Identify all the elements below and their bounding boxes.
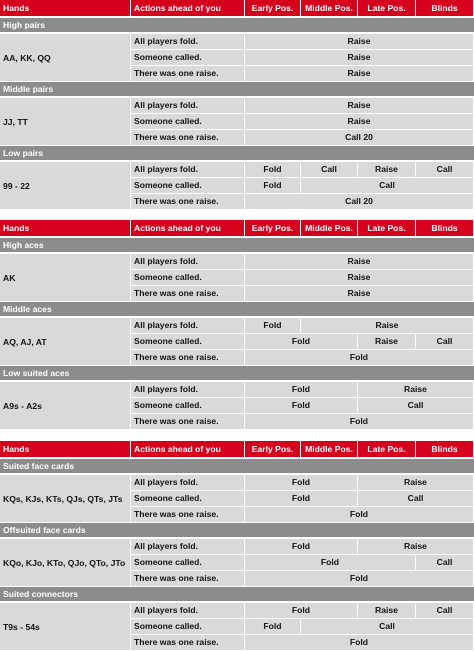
decision-cell: Fold xyxy=(245,491,357,506)
action-cell: All players fold. xyxy=(131,318,244,333)
table-row xyxy=(0,475,474,491)
action-cell: There was one raise. xyxy=(131,286,244,301)
decision-cell: Fold xyxy=(245,334,357,349)
decision-cell: Call xyxy=(358,398,473,413)
decision-cell: Call xyxy=(358,491,473,506)
decision-cell: Call xyxy=(301,162,357,177)
section-title: Offsuited face cards xyxy=(0,523,474,537)
action-cell: Someone called. xyxy=(131,334,244,349)
table-header xyxy=(0,220,474,236)
section-title: High pairs xyxy=(0,18,474,32)
action-cell: Someone called. xyxy=(131,114,244,129)
table-row xyxy=(0,398,474,414)
section-title: Low pairs xyxy=(0,146,474,160)
decision-cell: Fold xyxy=(245,539,357,554)
table-row xyxy=(0,571,474,587)
action-cell: There was one raise. xyxy=(131,130,244,145)
table-row xyxy=(0,50,474,66)
decision-cell: Call 20 xyxy=(245,194,473,209)
table-row xyxy=(0,603,474,619)
action-cell: All players fold. xyxy=(131,98,244,113)
table-row xyxy=(0,286,474,302)
action-cell: Someone called. xyxy=(131,50,244,65)
decision-cell: Fold xyxy=(245,382,357,397)
hand-text: 99 - 22 xyxy=(3,180,30,191)
hand-text: AA, KK, QQ xyxy=(3,52,51,63)
section-title: Middle aces xyxy=(0,302,474,316)
table-header xyxy=(0,441,474,457)
header-cell: Hands xyxy=(0,441,131,457)
section-title: Middle pairs xyxy=(0,82,474,96)
section-title: Suited face cards xyxy=(0,459,474,473)
action-cell: Someone called. xyxy=(131,178,244,193)
table-row xyxy=(0,254,474,270)
header-cell: Early Pos. xyxy=(245,220,301,236)
decision-cell: Raise xyxy=(358,162,415,177)
table-row xyxy=(0,635,474,651)
table-row xyxy=(0,414,474,430)
decision-cell: Fold xyxy=(245,571,473,586)
table-row xyxy=(0,270,474,286)
action-cell: All players fold. xyxy=(131,254,244,269)
header-cell: Late Pos. xyxy=(358,0,416,16)
header-cell: Late Pos. xyxy=(358,441,416,457)
section-title: Suited connectors xyxy=(0,587,474,601)
action-cell: There was one raise. xyxy=(131,571,244,586)
decision-cell: Fold xyxy=(245,507,473,522)
decision-cell: Fold xyxy=(245,603,357,618)
table-row xyxy=(0,66,474,82)
header-cell: Late Pos. xyxy=(358,220,416,236)
table-header xyxy=(0,0,474,16)
action-cell: There was one raise. xyxy=(131,350,244,365)
decision-cell: Call xyxy=(301,178,473,193)
header-cell: Early Pos. xyxy=(245,0,301,16)
section-title: Low suited aces xyxy=(0,366,474,380)
header-cell: Actions ahead of you xyxy=(131,0,245,16)
action-cell: All players fold. xyxy=(131,382,244,397)
decision-cell: Call xyxy=(416,555,473,570)
action-cell: All players fold. xyxy=(131,539,244,554)
action-cell: All players fold. xyxy=(131,475,244,490)
decision-cell: Fold xyxy=(245,414,473,429)
table-row xyxy=(0,114,474,130)
table-row xyxy=(0,382,474,398)
decision-cell: Raise xyxy=(301,318,473,333)
table-row xyxy=(0,334,474,350)
header-cell: Middle Pos. xyxy=(301,441,358,457)
table-row xyxy=(0,491,474,507)
table-row xyxy=(0,350,474,366)
action-cell: All players fold. xyxy=(131,34,244,49)
action-cell: All players fold. xyxy=(131,603,244,618)
decision-cell: Raise xyxy=(245,270,473,285)
decision-cell: Call xyxy=(416,162,473,177)
action-cell: There was one raise. xyxy=(131,66,244,81)
table-row xyxy=(0,507,474,523)
header-cell: Blinds xyxy=(416,220,474,236)
action-cell: There was one raise. xyxy=(131,635,244,650)
table-row xyxy=(0,555,474,571)
hand-text: KQs, KJs, KTs, QJs, QTs, JTs xyxy=(3,493,123,504)
decision-cell: Raise xyxy=(358,334,415,349)
decision-cell: Fold xyxy=(245,318,300,333)
decision-cell: Fold xyxy=(245,162,300,177)
hand-text: KQo, KJo, KTo, QJo, QTo, JTo xyxy=(3,557,126,568)
action-cell: Someone called. xyxy=(131,398,244,413)
decision-cell: Fold xyxy=(245,350,473,365)
header-cell: Actions ahead of you xyxy=(131,441,245,457)
hand-text: JJ, TT xyxy=(3,116,28,127)
action-cell: Someone called. xyxy=(131,619,244,634)
decision-cell: Call xyxy=(301,619,473,634)
decision-cell: Fold xyxy=(245,555,415,570)
decision-cell: Call 20 xyxy=(245,130,473,145)
header-cell: Hands xyxy=(0,220,131,236)
decision-cell: Fold xyxy=(245,475,357,490)
decision-cell: Raise xyxy=(245,114,473,129)
decision-cell: Call xyxy=(416,603,473,618)
action-cell: There was one raise. xyxy=(131,194,244,209)
decision-cell: Raise xyxy=(245,66,473,81)
table-row xyxy=(0,34,474,50)
hand-text: AQ, AJ, AT xyxy=(3,336,47,347)
decision-cell: Fold xyxy=(245,178,300,193)
decision-cell: Raise xyxy=(358,539,473,554)
decision-cell: Fold xyxy=(245,398,357,413)
table-row xyxy=(0,162,474,178)
hand-text: T9s - 54s xyxy=(3,621,40,632)
decision-cell: Raise xyxy=(358,382,473,397)
decision-cell: Raise xyxy=(358,475,473,490)
action-cell: Someone called. xyxy=(131,491,244,506)
header-cell: Actions ahead of you xyxy=(131,220,245,236)
decision-cell: Raise xyxy=(245,286,473,301)
action-cell: There was one raise. xyxy=(131,507,244,522)
hand-text: AK xyxy=(3,272,16,283)
header-cell: Hands xyxy=(0,0,131,16)
table-row xyxy=(0,539,474,555)
header-cell: Blinds xyxy=(416,441,474,457)
decision-cell: Raise xyxy=(245,98,473,113)
table-row xyxy=(0,619,474,635)
action-cell: Someone called. xyxy=(131,270,244,285)
table-row xyxy=(0,178,474,194)
header-cell: Blinds xyxy=(416,0,474,16)
decision-cell: Raise xyxy=(245,254,473,269)
decision-cell: Call xyxy=(416,334,473,349)
table-row xyxy=(0,318,474,334)
section-title: High aces xyxy=(0,238,474,252)
header-cell: Middle Pos. xyxy=(301,0,358,16)
decision-cell: Fold xyxy=(245,619,300,634)
action-cell: There was one raise. xyxy=(131,414,244,429)
action-cell: All players fold. xyxy=(131,162,244,177)
header-cell: Middle Pos. xyxy=(301,220,358,236)
table-row xyxy=(0,194,474,210)
decision-cell: Raise xyxy=(358,603,415,618)
decision-cell: Fold xyxy=(245,635,473,650)
decision-cell: Raise xyxy=(245,34,473,49)
table-row xyxy=(0,98,474,114)
header-cell: Early Pos. xyxy=(245,441,301,457)
decision-cell: Raise xyxy=(245,50,473,65)
table-row xyxy=(0,130,474,146)
hand-text: A9s - A2s xyxy=(3,400,42,411)
action-cell: Someone called. xyxy=(131,555,244,570)
